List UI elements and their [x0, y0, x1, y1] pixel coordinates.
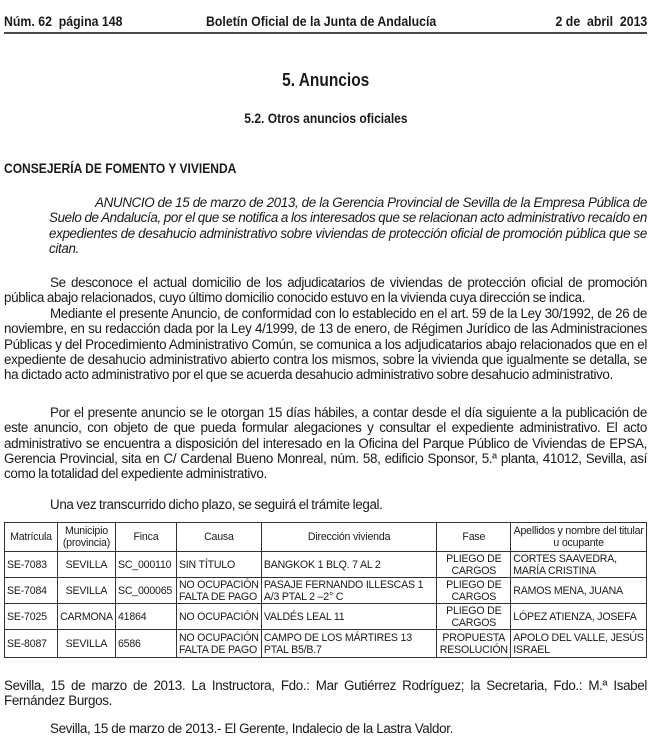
cell-finca: SC_000110 — [115, 552, 176, 578]
department-heading — [4, 160, 274, 176]
cell-causa: NO OCUPACIÓN FALTA DE PAGO — [176, 630, 261, 658]
col-titular: Apellidos y nombre del titular u ocupante — [511, 523, 647, 552]
table-row — [5, 578, 647, 604]
cell-fase: PLIEGO DE CARGOS — [437, 552, 511, 578]
paragraph-4: Una vez transcurrido dicho plazo, se seguirá el trámite legal. — [50, 497, 383, 512]
cell-direccion: PASAJE FERNANDO ILLESCAS 1 A/3 PTAL 2 –2° C — [261, 578, 436, 604]
cell-titular: RAMOS MENA, JUANA — [511, 578, 647, 604]
table-row — [5, 630, 647, 658]
cell-finca: SC_000065 — [115, 578, 176, 604]
cell-fase: PLIEGO DE CARGOS — [437, 604, 511, 630]
issue-number: Núm. 62 página 148 — [4, 13, 123, 29]
cell-matricula: SE-7025 — [5, 604, 58, 630]
cell-municipio: SEVILLA — [57, 630, 115, 658]
publication-name: Boletín Oficial de la Junta de Andalucía — [206, 13, 437, 29]
cell-fase: PROPUESTA RESOLUCIÓN — [437, 630, 511, 658]
cell-causa: SIN TÍTULO — [176, 552, 261, 578]
cell-finca: 41864 — [115, 604, 176, 630]
paragraph-3: Por el presente anuncio se le otorgan 15 días hábiles, a contar desde el día siguiente a la publicación de este anuncio, con objeto de que pueda formular alegaciones y consultar el expediente administrativo. El acto administrativo se encuentra a disposición del interesado en la Oficina del Parque Público de Viviendas de EPSA, Gerencia Provincial, sita en C/ Cardenal Bueno Monreal, núm. 58, edificio Sponsor, 5.ª planta, 41012, Sevilla, así como la totalidad del expediente administrativo. — [4, 405, 647, 482]
cell-titular: LÓPEZ ATIENZA, JOSEFA — [511, 604, 647, 630]
col-municipio: Municipio (provincia) — [57, 523, 115, 552]
col-causa: Causa — [176, 523, 261, 552]
paragraph-2: Mediante el presente Anuncio, de conformidad con lo establecido en el art. 59 de la Ley 30/1992, de 26 de noviembre, en su redacción dada por la Ley 4/1999, de 13 de enero, de Régimen Jurídico de las Administraciones Públicas y del Procedimiento Administrativo Común, se comunica a los adjudicatarios abajo relacionados que en el expediente de desahucio administrativo abierto contra los mismos, sobre la vivienda que igualmente se detalla, se ha dictado acto administrativo por el que se acuerda desahucio administrativo sobre desahucio administrativo. — [4, 306, 647, 383]
publication-date: 2 de abril 2013 — [555, 13, 647, 29]
cell-causa: NO OCUPACIÓN FALTA DE PAGO — [176, 578, 261, 604]
cell-municipio: CARMONA — [57, 604, 115, 630]
cell-matricula: SE-8087 — [5, 630, 58, 658]
section-subtitle-text: 5.2. Otros anuncios oficiales — [243, 110, 408, 126]
section-subtitle — [0, 110, 651, 126]
cell-fase: PLIEGO DE CARGOS — [437, 578, 511, 604]
table-row — [5, 604, 647, 630]
col-finca: Finca — [115, 523, 176, 552]
signature-manager: Sevilla, 15 de marzo de 2013.- El Gerente, Indalecio de la Lastra Valdor. — [50, 721, 453, 736]
col-direccion: Dirección vivienda — [261, 523, 436, 552]
cell-matricula: SE-7084 — [5, 578, 58, 604]
cell-direccion: VALDÉS LEAL 11 — [261, 604, 436, 630]
cell-titular: APOLO DEL VALLE, JESÚS ISRAEL — [511, 630, 647, 658]
cell-direccion: BANGKOK 1 BLQ. 7 AL 2 — [261, 552, 436, 578]
cell-direccion: CAMPO DE LOS MÁRTIRES 13 PTAL B5/B.7 — [261, 630, 436, 658]
cell-municipio: SEVILLA — [57, 578, 115, 604]
cell-finca: 6586 — [115, 630, 176, 658]
cell-titular: CORTES SAAVEDRA, MARÍA CRISTINA — [511, 552, 647, 578]
announcement-summary: ANUNCIO de 15 de marzo de 2013, de la Gerencia Provincial de Sevilla de la Empresa Pública de Suelo de Andalucía, por el que se notifica a los interesados que se relacionan acto administrativo recaído en expedientes de desahucio administrativo sobre viviendas de protección oficial de promoción pública que se citan. — [49, 195, 647, 256]
cell-municipio: SEVILLA — [57, 552, 115, 578]
page-header — [4, 10, 647, 34]
col-matricula: Matrícula — [5, 523, 58, 552]
cell-causa: NO OCUPACIÓN — [176, 604, 261, 630]
section-title — [0, 70, 651, 91]
table-header-row — [5, 523, 647, 552]
col-fase: Fase — [437, 523, 511, 552]
section-title-text: 5. Anuncios — [281, 70, 370, 90]
signature-instructor: Sevilla, 15 de marzo de 2013. La Instructora, Fdo.: Mar Gutiérrez Rodríguez; la Secretaria, Fdo.: M.ª Isabel Fernández Burgos. — [4, 678, 647, 709]
paragraph-1: Se desconoce el actual domicilio de los adjudicatarios de viviendas de protección oficial de promoción pública abajo relacionados, cuyo último domicilio conocido estuvo en la vivienda cuya dirección se indica. — [4, 275, 647, 306]
department-heading-text: CONSEJERÍA DE FOMENTO Y VIVIENDA — [4, 160, 237, 176]
table-row — [5, 552, 647, 578]
eviction-table — [4, 522, 647, 658]
cell-matricula: SE-7083 — [5, 552, 58, 578]
